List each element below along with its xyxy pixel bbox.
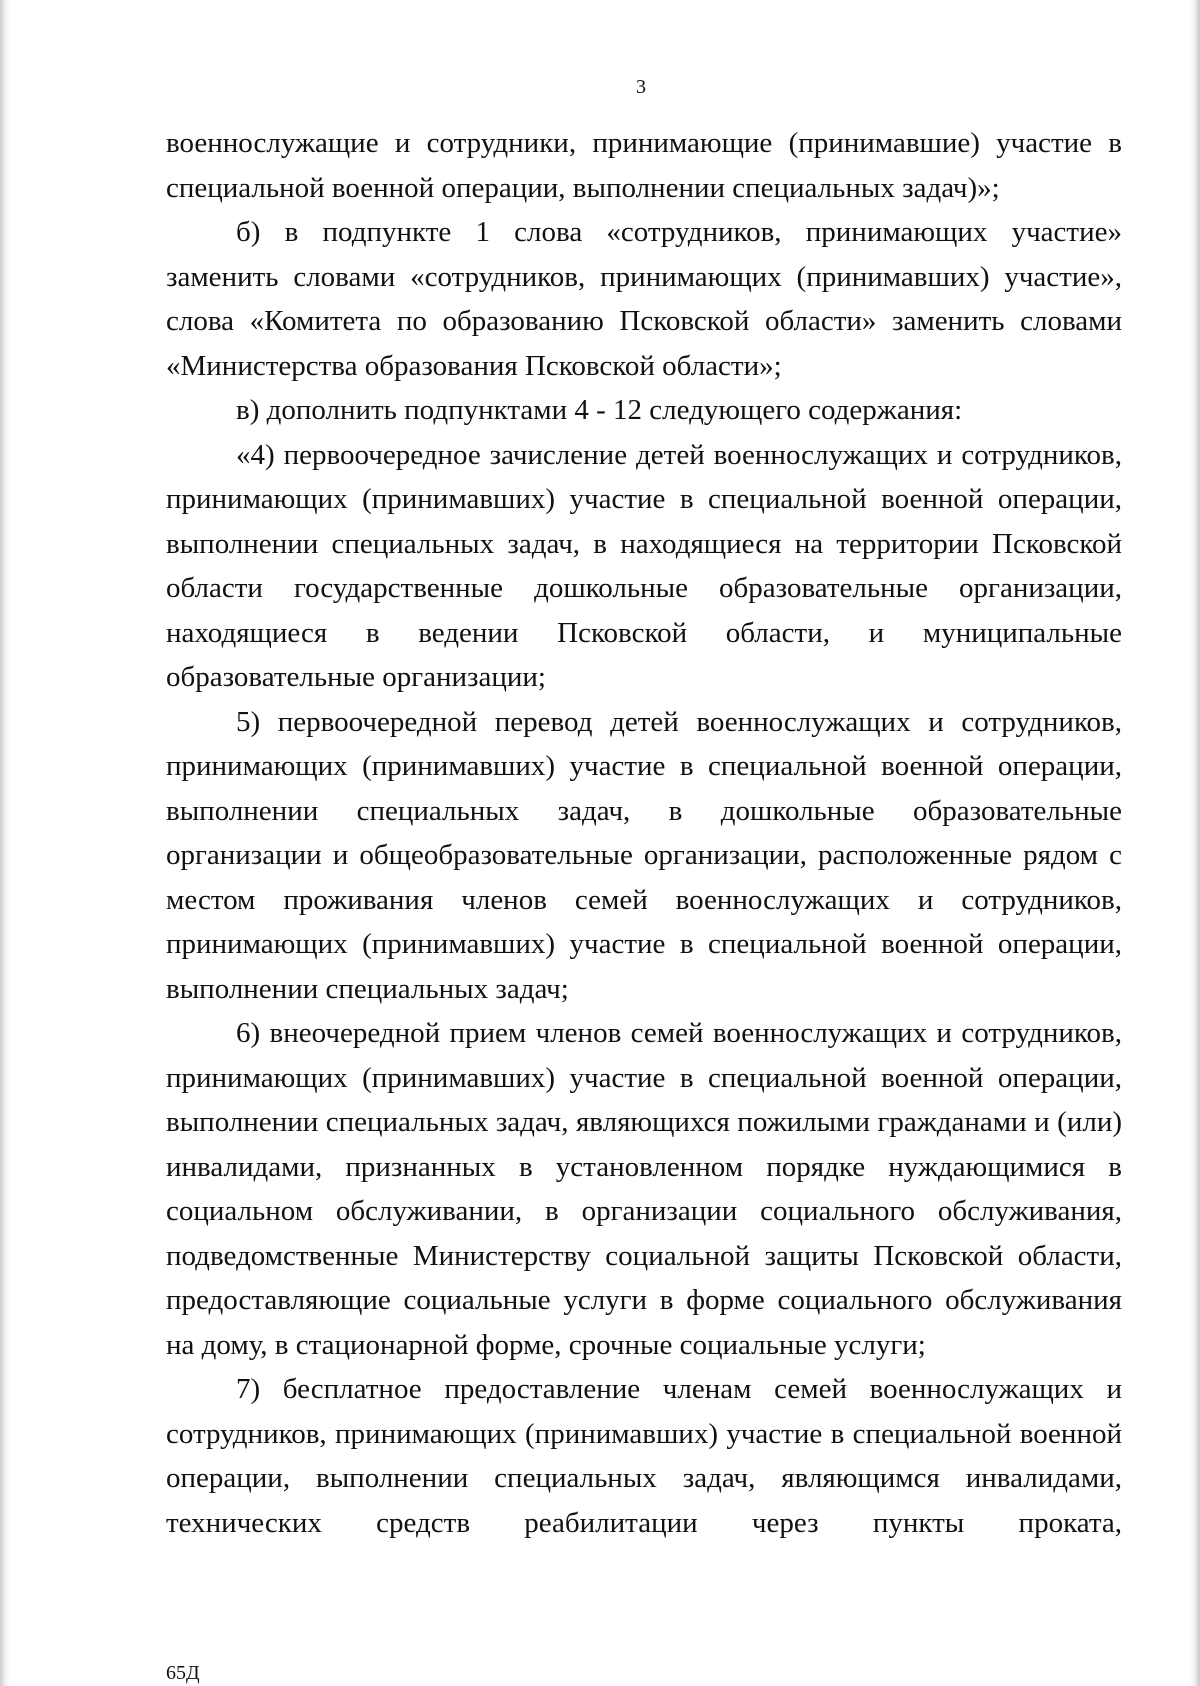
paragraph-item-6: 6) внеочередной прием членов семей военнослужащих и сотрудников, принимающих (принимавших) участие в специальной военной операции, выполнении специальных задач, являющихся пожилыми гражданами и (или) инвалидами, признанных в установленном порядке нуждающимися в социальном обслуживании, в организации социального обслуживания, подведомственные Министерству социальной защиты Псковской области, предоставляющие социальные услуги в форме социального обслуживания на дому, в стационарной форме, срочные социальные услуги; — [166, 1017, 1122, 1361]
paragraph-continuation: военнослужащие и сотрудники, принимающие (принимавшие) участие в специальной военной операции, выполнении специальных задач)»; — [166, 127, 1122, 204]
page-number: 3 — [636, 76, 646, 98]
paragraph-item-7: 7) бесплатное предоставление членам семей военнослужащих и сотрудников, принимающих (принимавших) участие в специальной военной операции, выполнении специальных задач, являющимся инвалидами, технических средств реабилитации через пункты проката, — [166, 1373, 1122, 1539]
paragraph-item-5: 5) первоочередной перевод детей военнослужащих и сотрудников, принимающих (принимавших) участие в специальной военной операции, выполнении специальных задач, в дошкольные образовательные организации и общеобразовательные организации, расположенные рядом с местом проживания членов семей военнослужащих и сотрудников, принимающих (принимавших) участие в специальной военной операции, выполнении специальных задач; — [166, 705, 1122, 1005]
paragraph-item-4: «4) первоочередное зачисление детей военнослужащих и сотрудников, принимающих (принимавших) участие в специальной военной операции, выполнении специальных задач, в находящиеся на территории Псковской области государственные дошкольные образовательные организации, находящиеся в ведении Псковской области, и муниципальные образовательные организации; — [166, 438, 1122, 693]
document-body — [166, 121, 1122, 1545]
footer-document-code: 65Д — [166, 1662, 200, 1684]
paragraph-subitem-b: б) в подпункте 1 слова «сотрудников, принимающих участие» заменить словами «сотрудников, принимающих (принимавших) участие», слова «Комитета по образованию Псковской области» заменить словами «Министерства образования Псковской области»; — [166, 216, 1122, 382]
paragraph-subitem-v: в) дополнить подпунктами 4 - 12 следующего содержания: — [236, 394, 963, 426]
